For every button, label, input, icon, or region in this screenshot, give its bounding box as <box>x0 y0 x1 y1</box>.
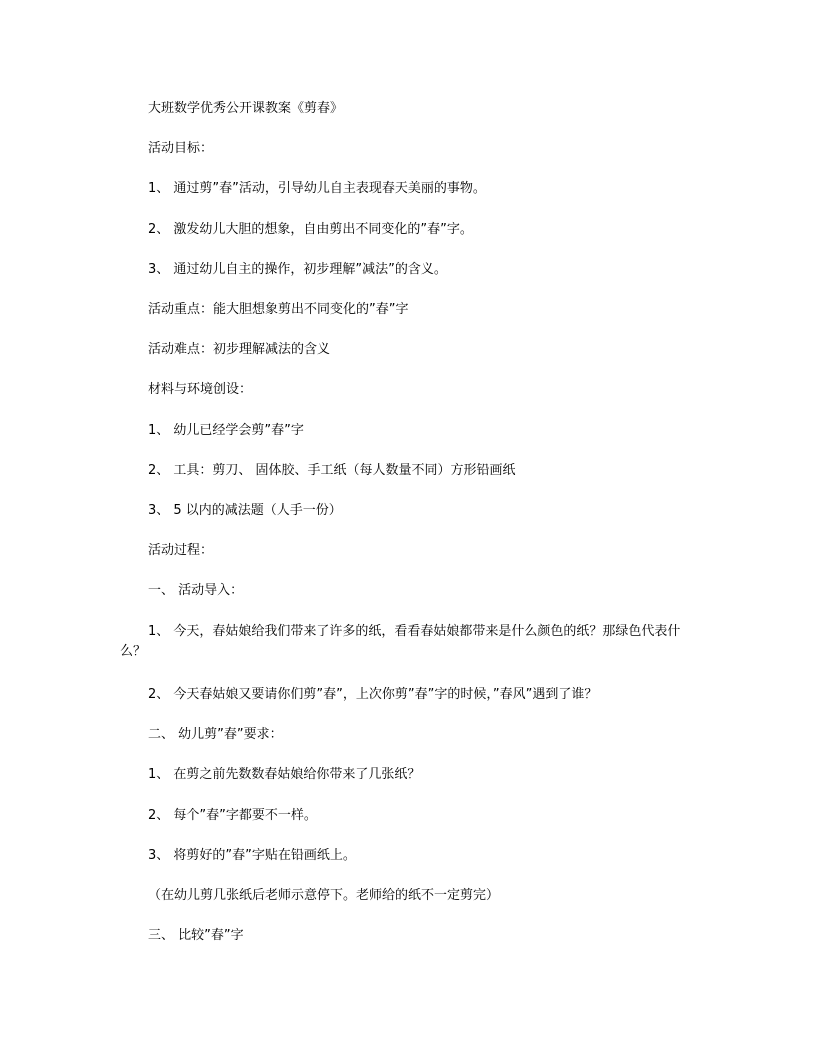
process-heading: 活动过程： <box>148 543 214 558</box>
section-heading: 三、 比较”春”字 <box>148 928 244 943</box>
goal-item: 3、 通过幼儿自主的操作，初步理解”减法”的含义。 <box>148 262 447 277</box>
difficulty: 活动难点：初步理解减法的含义 <box>148 342 331 357</box>
goal-item: 1、 通过剪”春”活动，引导幼儿自主表现春天美丽的事物。 <box>148 181 486 196</box>
section2-item: 2、 每个”春”字都要不一样。 <box>148 808 317 823</box>
goal-item: 2、 激发幼儿大胆的想象，自由剪出不同变化的”春”字。 <box>148 222 473 237</box>
section1-item: 2、 今天春姑娘又要请你们剪”春”，上次你剪”春”字的时候，”春风”遇到了谁？ <box>148 687 598 702</box>
material-item: 3、 5 以内的减法题（人手一份） <box>148 503 342 518</box>
section2-item: 1、 在剪之前先数数春姑娘给你带来了几张纸？ <box>148 767 421 782</box>
note: （在幼儿剪几张纸后老师示意停下。老师给的纸不一定剪完） <box>148 888 500 903</box>
section-heading: 二、 幼儿剪”春”要求： <box>148 727 283 742</box>
document-title: 大班数学优秀公开课教案《剪春》 <box>148 101 344 116</box>
materials-heading: 材料与环境创设： <box>148 382 253 397</box>
section2-item: 3、 将剪好的”春”字贴在铅画纸上。 <box>148 848 356 863</box>
goals-heading: 活动目标： <box>148 141 214 156</box>
section1-item: 1、 今天，春姑娘给我们带来了许多的纸，看看春姑娘都带来是什么颜色的纸？那绿色代表什么？ <box>120 624 681 659</box>
key-point: 活动重点：能大胆想象剪出不同变化的”春”字 <box>148 302 409 317</box>
material-item: 2、 工具：剪刀、 固体胶、手工纸（每人数量不同）方形铅画纸 <box>148 463 516 478</box>
material-item: 1、 幼儿已经学会剪”春”字 <box>148 423 304 438</box>
section-heading: 一、 活动导入： <box>148 583 244 598</box>
